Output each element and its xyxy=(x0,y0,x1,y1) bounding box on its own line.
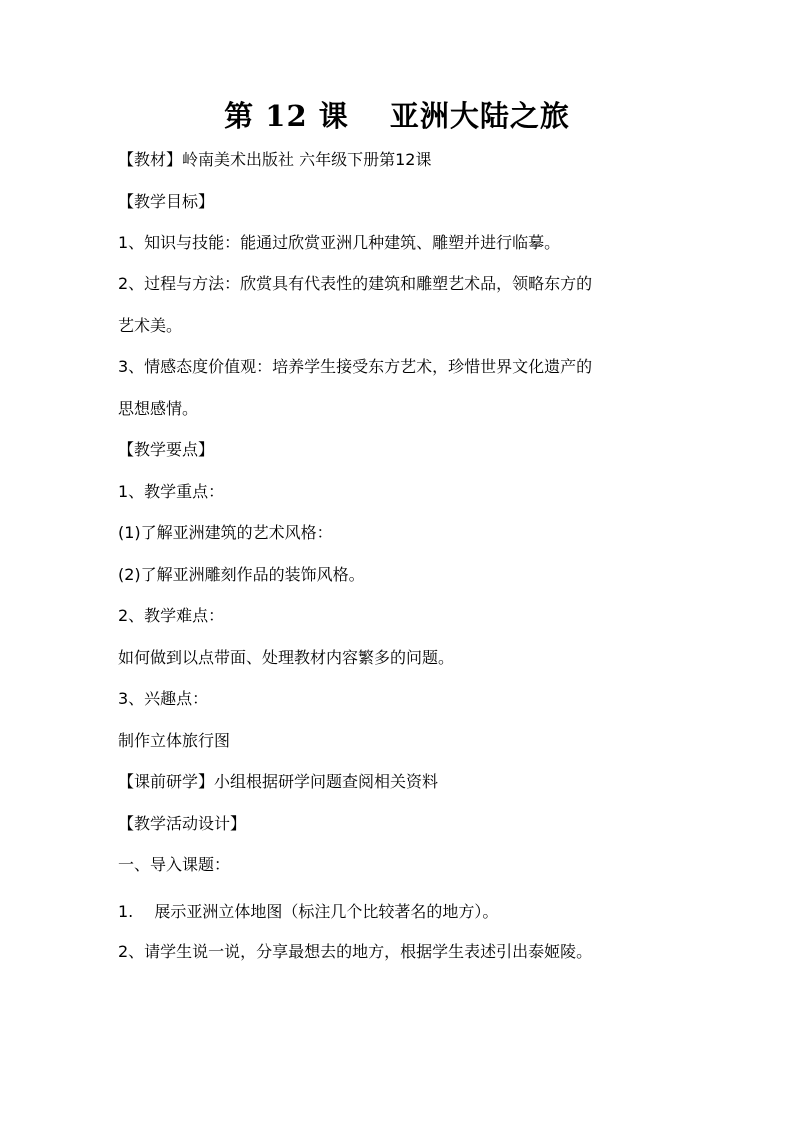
section-heading-key-points: 【教学要点】 xyxy=(118,440,215,459)
objective-item-2: 2、过程与方法：欣赏具有代表性的建筑和雕塑艺术品，领略东方的 xyxy=(118,274,593,293)
objective-item-2-continued: 艺术美。 xyxy=(118,316,183,335)
objective-item-3-continued: 思想感情。 xyxy=(118,399,199,418)
objective-item-3: 3、情感态度价值观：培养学生接受东方艺术，珍惜世界文化遗产的 xyxy=(118,357,593,376)
activity-part-1-heading: 一、导入课题： xyxy=(118,855,231,874)
key-point-item-1: (1)了解亚洲建筑的艺术风格： xyxy=(118,523,333,542)
objective-item-1: 1、知识与技能：能通过欣赏亚洲几种建筑、雕塑并进行临摹。 xyxy=(118,233,561,252)
pre-class-research: 【课前研学】小组根据研学问题查阅相关资料 xyxy=(118,772,439,791)
section-heading-objectives: 【教学目标】 xyxy=(118,192,215,211)
activity-step-2: 2、请学生说一说，分享最想去的地方，根据学生表述引出泰姬陵。 xyxy=(118,942,593,961)
section-heading-activities: 【教学活动设计】 xyxy=(118,814,247,833)
key-point-heading: 1、教学重点： xyxy=(118,482,225,501)
difficulty-heading: 2、教学难点： xyxy=(118,606,225,625)
interest-heading: 3、兴趣点： xyxy=(118,689,209,708)
key-point-item-2: (2)了解亚洲雕刻作品的装饰风格。 xyxy=(118,565,365,584)
textbook-info: 【教材】岭南美术出版社 六年级下册第12课 xyxy=(118,150,432,169)
difficulty-text: 如何做到以点带面、处理教材内容繁多的问题。 xyxy=(118,648,455,667)
interest-text: 制作立体旅行图 xyxy=(118,731,231,750)
activity-step-1: 1. 展示亚洲立体地图（标注几个比较著名的地方）。 xyxy=(118,902,499,921)
lesson-title: 第 12 课 亚洲大陆之旅 xyxy=(224,99,570,133)
